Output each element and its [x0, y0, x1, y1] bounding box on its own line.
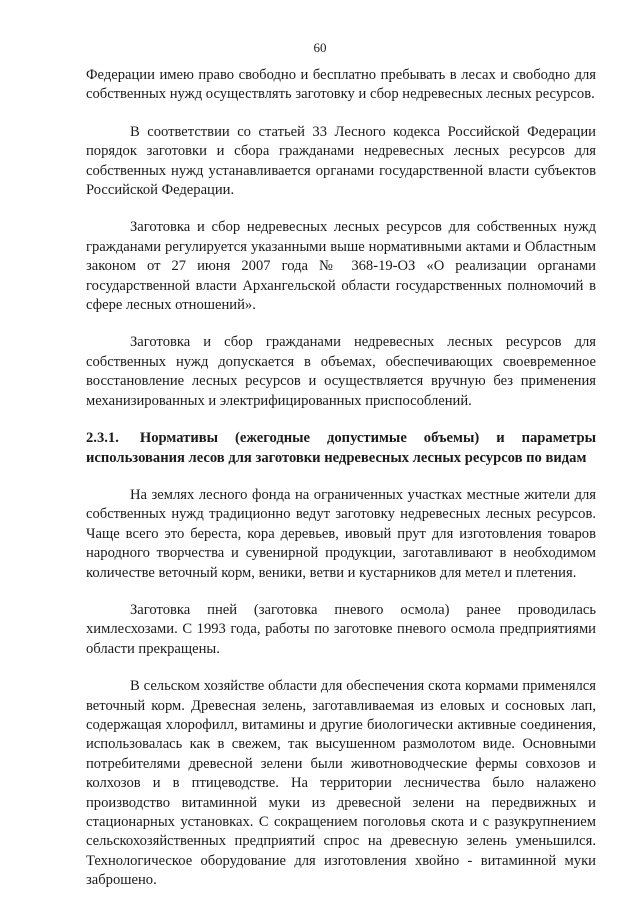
- section-number: 2.3.1.: [86, 430, 119, 447]
- paragraph-stump-harvest: Заготовка пней (заготовка пневого осмола) ранее проводилась химлесхозами. С 1993 года, работы по заготовке пневого осмола предприятиями области прекращены.: [86, 601, 596, 657]
- paragraph-volumes: Заготовка и сбор гражданами недревесных лесных ресурсов для собственных нужд допускается в объемах, обеспечивающих своевременное восстановление лесных ресурсов и осуществляется вручную без применения механизированных и электрифицированных приспособлений.: [86, 334, 596, 409]
- paragraph-feed-greenery: В сельском хозяйстве области для обеспечения скота кормами применялся веточный корм. Древесная зелень, заготавливаемая из еловых и сосновых лап, содержащая хлорофилл, витамины и другие биологически активные соединения, использовалась как в свежем, так высушенном размолотом виде. Основными потребителями древесной зелени были животноводческие фермы совхозов и колхозов и в птицеводстве. На территории лесничества было налажено производство витаминной муки из древесной зелени на передвижных и стационарных установках. С сокращением поголовья скота и с разукрупнением сельскохозяйственных предприятий спрос на древесную зелень уменьшился. Технологическое оборудование для изготовления хвойно - витаминной муки заброшено.: [86, 678, 596, 889]
- paragraph-local-harvest: На землях лесного фонда на ограниченных участках местные жители для собственных нужд традиционно ведут заготовку недревесных лесных ресурсов. Чаще всего это береста, кора деревьев, ивовый прут для изготовления товаров народного творчества и сувенирной продукции, заготавливают в необходимом количестве веточный корм, веники, ветви и кустарников для метел и плетения.: [86, 486, 596, 581]
- paragraph-regional-law: Заготовка и сбор недревесных лесных ресурсов для собственных нужд гражданами регулируется указанными выше нормативными актами и Областным законом от 27 июня 2007 года № 368-19-ОЗ «О реализации органами государственной власти Архангельской области государственных полномочий в сфере лесных отношений».: [86, 219, 596, 314]
- page-number: 60: [313, 40, 327, 55]
- document-body: [86, 66, 596, 909]
- paragraph-article-33: В соответствии со статьей 33 Лесного кодекса Российской Федерации порядок заготовки и сбора гражданами недревесных лесных ресурсов для собственных нужд устанавливается органами государственной власти субъектов Российской Федерации.: [86, 123, 596, 199]
- paragraph-continued: Федерации имею право свободно и бесплатно пребывать в лесах и свободно для собственных нужд осуществлять заготовку и сбор недревесных лесных ресурсов.: [86, 67, 596, 103]
- section-title: Нормативы (ежегодные допустимые объемы) и параметры использования лесов для заготовки недревесных лесных ресурсов по видам: [86, 430, 596, 466]
- section-heading: [86, 429, 596, 468]
